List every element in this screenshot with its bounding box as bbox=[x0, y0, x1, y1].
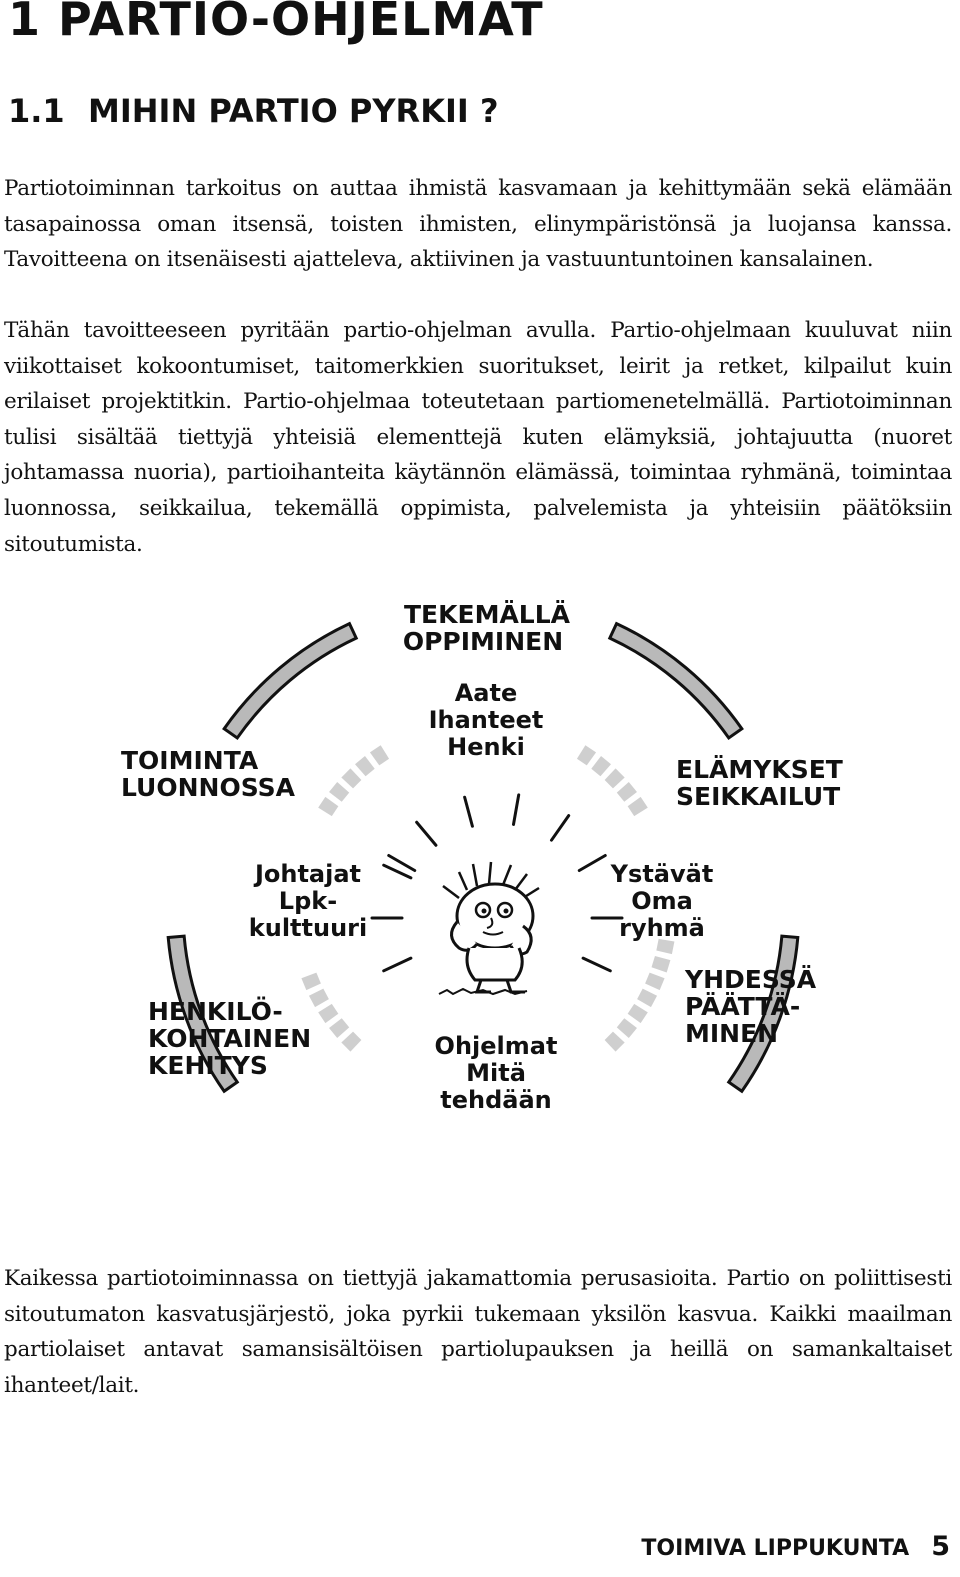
svg-text:Ohjelmat: Ohjelmat bbox=[434, 1032, 558, 1060]
label-elamykset-seikkailut bbox=[676, 754, 843, 811]
paragraph-purpose: Partiotoiminnan tarkoitus on auttaa ihmistä kasvamaan ja kehittymään sekä elämään tasapainossa oman itsensä, toisten ihmisten, elinympäristönsä ja luojansa kanssa. Tavoitteena on itsenäisesti ajatteleva, aktiivinen ja vastuuntuntoinen kansalainen. bbox=[4, 176, 952, 273]
thinking-scout-figure-icon bbox=[439, 862, 539, 994]
ring-dash bbox=[329, 1018, 349, 1038]
svg-text:Henki: Henki bbox=[447, 733, 525, 761]
ring-dash bbox=[318, 797, 338, 816]
page-number: 5 bbox=[931, 1531, 950, 1562]
ring-dash bbox=[591, 756, 611, 776]
ring-dash bbox=[628, 797, 648, 816]
svg-text:KEHITYS: KEHITYS bbox=[148, 1051, 268, 1080]
ring-dash bbox=[577, 745, 596, 765]
svg-text:KOHTAINEN: KOHTAINEN bbox=[148, 1024, 312, 1053]
svg-text:Lpk-: Lpk- bbox=[278, 887, 338, 915]
label-ohjelmat-mita-tehdaan bbox=[435, 1032, 558, 1114]
label-ystavat-oma-ryhma bbox=[610, 860, 714, 942]
label-johtajat-lpk-kulttuuri bbox=[249, 860, 367, 942]
ray-line bbox=[583, 958, 610, 971]
label-tekemalla-oppiminen bbox=[403, 599, 571, 656]
paragraph-principles: Kaikessa partiotoiminnassa on tiettyjä jakamattomia perusasioita. Partio on poliittisesti sitoutumaton kasvatusjärjestö, joka pyrkii tukemaan yksilön kasvua. Kaikki maailman partiolaiset antavat samansisältöisen partiolupauksen ja heillä on samankaltaiset ihanteet/lait. bbox=[4, 1266, 952, 1398]
ring-dash bbox=[645, 973, 664, 991]
svg-text:LUONNOSSA: LUONNOSSA bbox=[121, 773, 295, 802]
outer-arc-segment bbox=[610, 624, 742, 738]
ring-dash bbox=[341, 1032, 361, 1052]
svg-text:ELÄMYKSET: ELÄMYKSET bbox=[676, 755, 843, 784]
svg-text:ryhmä: ryhmä bbox=[619, 914, 705, 942]
svg-text:PÄÄTTÄ-: PÄÄTTÄ- bbox=[685, 992, 801, 1021]
section-title: MIHIN PARTIO PYRKII ? bbox=[88, 92, 499, 130]
label-henkilokohtainen-kehitys bbox=[148, 996, 311, 1080]
svg-text:SEIKKAILUT: SEIKKAILUT bbox=[676, 782, 841, 811]
ring-dash bbox=[318, 1004, 338, 1023]
svg-text:Johtajat: Johtajat bbox=[254, 860, 362, 888]
svg-text:HENKILÖ-: HENKILÖ- bbox=[148, 997, 283, 1026]
svg-text:OPPIMINEN: OPPIMINEN bbox=[402, 627, 564, 656]
outer-arc-segment bbox=[224, 624, 356, 738]
ring-dash bbox=[605, 768, 625, 788]
ring-dash bbox=[617, 1018, 637, 1038]
publication-name: TOIMIVA LIPPUKUNTA bbox=[641, 1536, 910, 1561]
svg-text:Ystävät: Ystävät bbox=[610, 860, 714, 888]
ray-line bbox=[551, 816, 568, 841]
ring-dash bbox=[637, 989, 657, 1007]
ray-line bbox=[417, 822, 436, 845]
ring-dash bbox=[301, 973, 320, 991]
ray-line bbox=[513, 795, 518, 825]
ring-dash bbox=[617, 782, 637, 802]
svg-text:MINEN: MINEN bbox=[685, 1019, 779, 1048]
ring-dash bbox=[355, 756, 375, 776]
section-number: 1.1 bbox=[8, 92, 65, 130]
svg-text:Mitä: Mitä bbox=[466, 1059, 526, 1087]
ring-dash bbox=[652, 956, 671, 972]
label-toiminta-luonnossa bbox=[121, 746, 296, 802]
label-aate-ihanteet-henki bbox=[429, 679, 544, 761]
scout-method-diagram bbox=[0, 580, 960, 1140]
ray-line bbox=[465, 797, 473, 826]
label-yhdessa-paattaminen bbox=[684, 964, 817, 1048]
svg-text:Oma: Oma bbox=[631, 887, 693, 915]
svg-text:TOIMINTA: TOIMINTA bbox=[121, 746, 259, 775]
ring-dash bbox=[329, 782, 349, 802]
ring-dash bbox=[628, 1004, 648, 1023]
ring-dash bbox=[309, 989, 329, 1007]
svg-text:Aate: Aate bbox=[454, 679, 518, 707]
svg-text:YHDESSÄ: YHDESSÄ bbox=[685, 965, 817, 994]
page-heading: 1 PARTIO-OHJELMAT bbox=[8, 0, 544, 46]
ray-line bbox=[579, 856, 605, 871]
svg-text:kulttuuri: kulttuuri bbox=[248, 914, 368, 942]
svg-text:Ihanteet: Ihanteet bbox=[428, 706, 544, 734]
page-footer bbox=[641, 1531, 950, 1562]
paragraph-program: Tähän tavoitteeseen pyritään partio-ohjelman avulla. Partio-ohjelmaan kuuluvat niin viikottaiset kokoontumiset, taitomerkkien suoritukset, leirit ja retket, kilpailut kuin erilaiset projektitkin. Partio-ohjelmaa toteutetaan partiomenetelmällä. Partiotoiminnan tulisi sisältää tiettyjä yhteisiä elementtejä kuten elämyksiä, johtajuutta (nuoret johtamassa nuoria), partioihanteita käytännön elämässä, toimintaa ryhmänä, toimintaa luonnossa, seikkailua, tekemällä oppimista, palvelemista ja yhteisiin päätöksiin sitoutumista. bbox=[4, 318, 952, 557]
ring-dash bbox=[341, 768, 361, 788]
svg-text:tehdään: tehdään bbox=[440, 1086, 552, 1114]
section-heading bbox=[8, 92, 499, 130]
ray-line bbox=[384, 958, 411, 971]
svg-text:TEKEMÄLLÄ: TEKEMÄLLÄ bbox=[403, 600, 571, 629]
ring-dash bbox=[605, 1032, 625, 1052]
ring-dash bbox=[370, 745, 389, 765]
